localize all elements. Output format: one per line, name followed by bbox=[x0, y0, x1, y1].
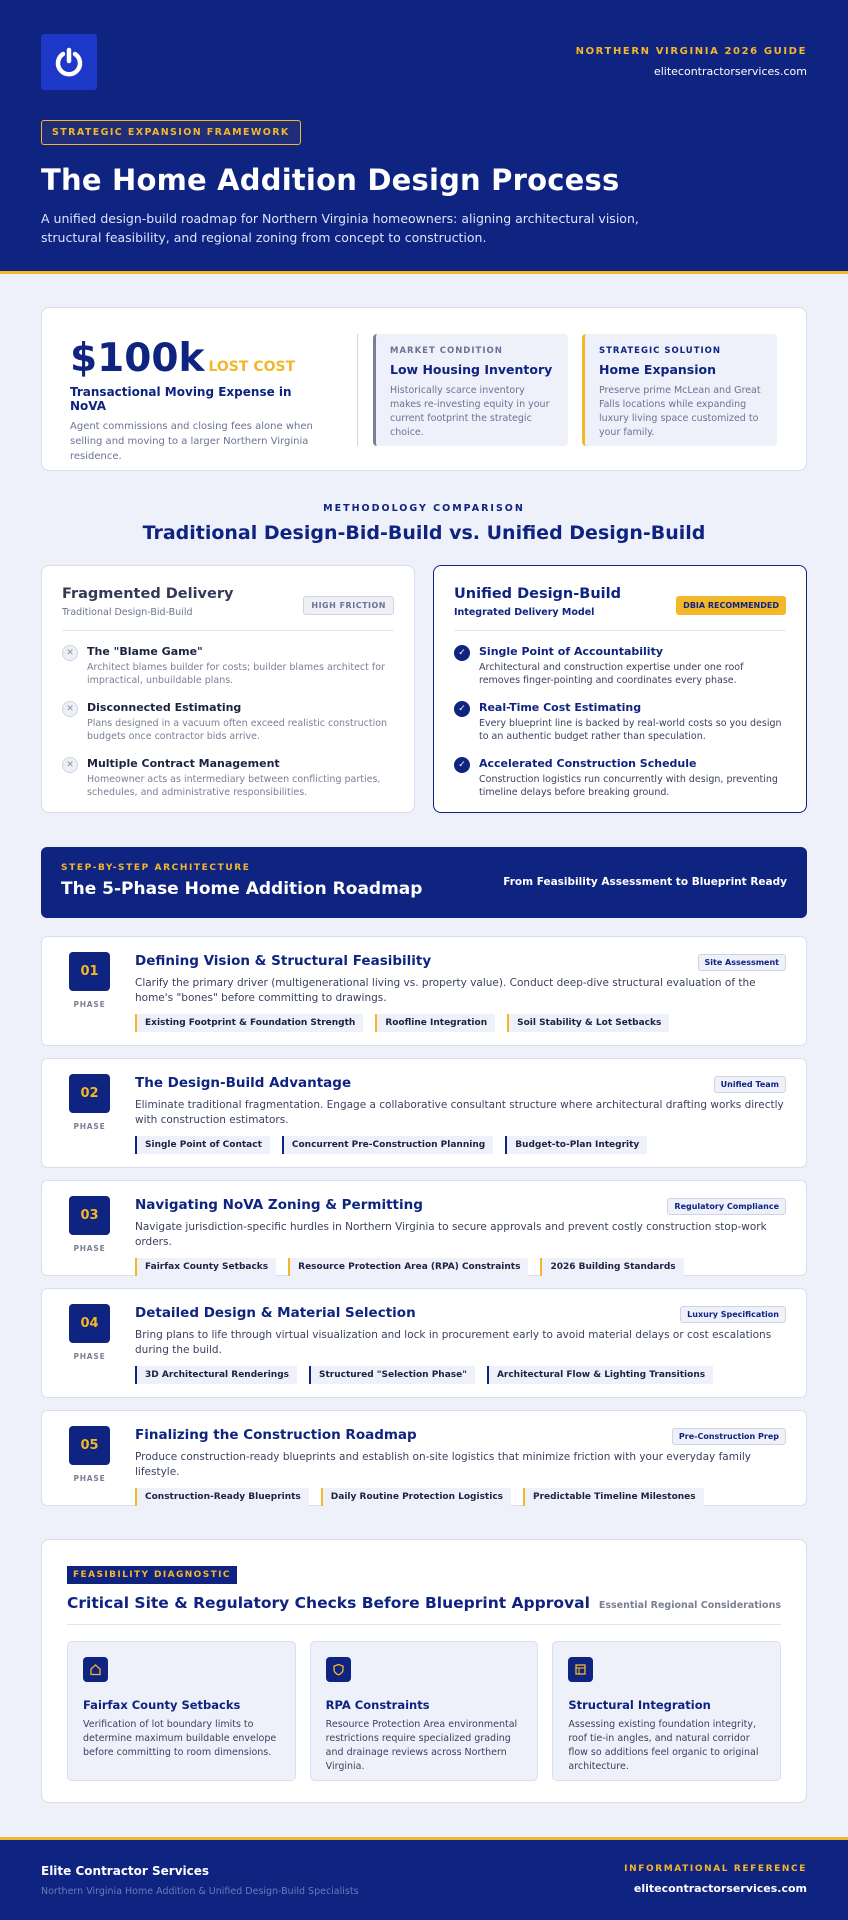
blueprint-icon bbox=[568, 1657, 593, 1682]
phase-label: PHASE bbox=[73, 1474, 106, 1483]
phase-tag: Existing Footprint & Foundation Strength bbox=[135, 1014, 363, 1032]
diagnostic-title: Critical Site & Regulatory Checks Before Blueprint Approval bbox=[67, 1594, 590, 1612]
phase-label: PHASE bbox=[73, 1352, 106, 1361]
phase-tag: Roofline Integration bbox=[375, 1014, 495, 1032]
check-icon: ✓ bbox=[454, 645, 470, 661]
unified-design-build-card bbox=[433, 565, 807, 813]
phase-body bbox=[135, 1197, 786, 1276]
item-title: Multiple Contract Management bbox=[87, 757, 280, 770]
phase-tag: 3D Architectural Renderings bbox=[135, 1366, 297, 1384]
phase-number: 05 bbox=[69, 1426, 110, 1465]
phase-badge: Site Assessment bbox=[698, 954, 786, 971]
phase-badge: Unified Team bbox=[714, 1076, 786, 1093]
footer-reference bbox=[624, 1864, 807, 1895]
diagnostic-card bbox=[67, 1641, 296, 1781]
stat-title: Transactional Moving Expense in NoVA bbox=[70, 385, 292, 413]
condition-title: Low Housing Inventory bbox=[390, 362, 553, 377]
diagnostic-card-desc: Resource Protection Area environmental restrictions require specialized grading and drainage reviews across Northern Virginia. bbox=[325, 1719, 518, 1772]
x-icon: ✕ bbox=[62, 701, 78, 717]
phase-tag: Structured "Selection Phase" bbox=[309, 1366, 475, 1384]
list-item bbox=[62, 757, 394, 799]
item-desc: Every blueprint line is backed by real-world costs so you design to an authentic budget rather than speculation. bbox=[479, 718, 782, 742]
phase-tag: Architectural Flow & Lighting Transitions bbox=[487, 1366, 713, 1384]
stat-divider bbox=[357, 334, 358, 446]
item-desc: Plans designed in a vacuum often exceed realistic construction budgets once contractor bids arrive. bbox=[87, 718, 388, 742]
methodology-title: Traditional Design-Bid-Build vs. Unified Design-Build bbox=[142, 522, 706, 544]
phase-tag: Single Point of Contact bbox=[135, 1136, 270, 1154]
stat-desc: Agent commissions and closing fees alone when selling and moving to a larger Northern Virginia residence. bbox=[70, 421, 313, 462]
phase-number: 03 bbox=[69, 1196, 110, 1235]
phase-tag: Concurrent Pre-Construction Planning bbox=[282, 1136, 493, 1154]
diagnostic-subtitle: Essential Regional Considerations bbox=[598, 1600, 781, 1611]
phase-title: Defining Vision & Structural Feasibility bbox=[135, 953, 432, 969]
footer bbox=[0, 1837, 848, 1920]
solution-tag: STRATEGIC SOLUTION bbox=[599, 346, 721, 356]
phase-title: Finalizing the Construction Roadmap bbox=[135, 1427, 417, 1443]
phase-tag: Resource Protection Area (RPA) Constraints bbox=[288, 1258, 528, 1276]
guide-tag: NORTHERN VIRGINIA 2026 GUIDE bbox=[575, 46, 807, 57]
phase-tag: Construction-Ready Blueprints bbox=[135, 1488, 309, 1506]
phase-tag: Daily Routine Protection Logistics bbox=[321, 1488, 511, 1506]
card-title: Fragmented Delivery bbox=[62, 586, 234, 602]
item-desc: Architect blames builder for costs; builder blames architect for impractical, unbuildable plans. bbox=[87, 662, 385, 686]
strategic-solution-box bbox=[582, 334, 777, 446]
phase-desc: Produce construction-ready blueprints and establish on-site logistics that minimize friction with your everyday family lifestyle. bbox=[135, 1451, 751, 1478]
phase-desc: Clarify the primary driver (multigenerational living vs. property value). Conduct deep-dive structural evaluation of the home's "bones" before committing to drawings. bbox=[135, 977, 756, 1004]
item-desc: Architectural and construction expertise under one roof removes finger-pointing and coordinates every phase. bbox=[479, 662, 744, 686]
methodology-tag: METHODOLOGY COMPARISON bbox=[323, 503, 525, 514]
list-item bbox=[454, 701, 786, 743]
phase-body bbox=[135, 1427, 786, 1506]
roadmap-banner bbox=[41, 847, 807, 918]
diagnostic-cards bbox=[67, 1641, 781, 1781]
phase-number: 04 bbox=[69, 1304, 110, 1343]
phase-tags bbox=[135, 1014, 786, 1032]
x-icon: ✕ bbox=[62, 757, 78, 773]
phase-tags bbox=[135, 1366, 786, 1384]
shield-icon bbox=[326, 1657, 351, 1682]
roadmap-subtitle: From Feasibility Assessment to Blueprint Ready bbox=[503, 876, 787, 888]
footer-tag: INFORMATIONAL REFERENCE bbox=[624, 1864, 807, 1874]
phase-title: Navigating NoVA Zoning & Permitting bbox=[135, 1197, 423, 1213]
item-title: Real-Time Cost Estimating bbox=[479, 701, 642, 714]
diagnostic-card-title: Fairfax County Setbacks bbox=[83, 1698, 241, 1712]
feasibility-diagnostic bbox=[41, 1539, 807, 1803]
phase-card-3 bbox=[41, 1180, 807, 1276]
phase-card-4 bbox=[41, 1288, 807, 1398]
card-header bbox=[454, 586, 786, 631]
dbia-recommended-badge: DBIA RECOMMENDED bbox=[676, 596, 786, 615]
phase-desc: Eliminate traditional fragmentation. Engage a collaborative consultant structure where architectural drafting works directly with construction estimators. bbox=[135, 1099, 784, 1126]
item-desc: Homeowner acts as intermediary between conflicting parties, schedules, and administrative responsibilities. bbox=[87, 774, 381, 798]
phase-body bbox=[135, 1305, 786, 1384]
stat-card bbox=[41, 307, 807, 471]
footer-brand: Elite Contractor Services bbox=[41, 1864, 210, 1878]
phase-number: 02 bbox=[69, 1074, 110, 1113]
roadmap-tag: STEP-BY-STEP ARCHITECTURE bbox=[61, 863, 251, 873]
phase-desc: Bring plans to life through virtual visualization and lock in procurement early to avoid material delays or cost escalations during the build. bbox=[135, 1329, 772, 1356]
phase-tags bbox=[135, 1258, 786, 1276]
phase-tag: 2026 Building Standards bbox=[540, 1258, 683, 1276]
footer-url[interactable]: elitecontractorservices.com bbox=[633, 1882, 807, 1895]
footer-subtitle: Northern Virginia Home Addition & Unified Design-Build Specialists bbox=[41, 1886, 359, 1897]
card-subtitle: Integrated Delivery Model bbox=[454, 607, 595, 618]
check-icon: ✓ bbox=[454, 757, 470, 773]
solution-title: Home Expansion bbox=[599, 362, 716, 377]
phase-card-2 bbox=[41, 1058, 807, 1168]
home-icon bbox=[83, 1657, 108, 1682]
list-item bbox=[62, 645, 394, 687]
condition-desc: Historically scarce inventory makes re-investing equity in your current footprint the strategic choice. bbox=[390, 385, 550, 438]
diagnostic-card bbox=[310, 1641, 539, 1781]
solution-desc: Preserve prime McLean and Great Falls locations while expanding luxury living space customized to your family. bbox=[599, 385, 761, 438]
stat-summary bbox=[70, 336, 330, 464]
guide-url[interactable]: elitecontractorservices.com bbox=[653, 65, 807, 78]
diagnostic-card-desc: Assessing existing foundation integrity, roof tie-in angles, and natural corridor flow so additions feel organic to original architecture. bbox=[568, 1719, 759, 1772]
market-condition-box bbox=[373, 334, 568, 446]
diagnostic-tag: FEASIBILITY DIAGNOSTIC bbox=[67, 1566, 237, 1584]
phase-card-1 bbox=[41, 936, 807, 1046]
card-subtitle: Traditional Design-Bid-Build bbox=[62, 607, 193, 618]
phase-title: Detailed Design & Material Selection bbox=[135, 1305, 416, 1321]
diagnostic-card bbox=[552, 1641, 781, 1781]
phase-desc: Navigate jurisdiction-specific hurdles in Northern Virginia to secure approvals and prevent costly construction stop-work orders. bbox=[135, 1221, 767, 1248]
guide-info bbox=[576, 46, 807, 78]
item-desc: Construction logistics run concurrently with design, preventing timeline delays before breaking ground. bbox=[479, 774, 778, 798]
page-title: The Home Addition Design Process bbox=[41, 163, 620, 197]
list-item bbox=[454, 757, 786, 799]
phase-badge: Luxury Specification bbox=[680, 1306, 786, 1323]
power-icon[interactable] bbox=[41, 34, 97, 90]
item-title: Disconnected Estimating bbox=[87, 701, 242, 714]
phase-label: PHASE bbox=[73, 1000, 106, 1009]
diagnostic-card-desc: Verification of lot boundary limits to determine maximum buildable envelope before committing to room dimensions. bbox=[83, 1719, 277, 1758]
condition-tag: MARKET CONDITION bbox=[390, 346, 503, 356]
phase-body bbox=[135, 1075, 786, 1154]
diagnostic-card-title: RPA Constraints bbox=[325, 1698, 430, 1712]
phase-tag: Fairfax County Setbacks bbox=[135, 1258, 276, 1276]
phase-tags bbox=[135, 1488, 786, 1506]
framework-badge: STRATEGIC EXPANSION FRAMEWORK bbox=[41, 120, 301, 145]
list-item bbox=[62, 701, 394, 743]
phase-number: 01 bbox=[69, 952, 110, 991]
x-icon: ✕ bbox=[62, 645, 78, 661]
stat-value-suffix: LOST COST bbox=[208, 359, 296, 375]
card-header bbox=[62, 586, 394, 631]
check-icon: ✓ bbox=[454, 701, 470, 717]
item-title: Single Point of Accountability bbox=[479, 645, 664, 658]
fragmented-delivery-card bbox=[41, 565, 415, 813]
phase-tag: Predictable Timeline Milestones bbox=[523, 1488, 704, 1506]
diagnostic-card-title: Structural Integration bbox=[568, 1698, 711, 1712]
phase-tag: Budget-to-Plan Integrity bbox=[505, 1136, 647, 1154]
card-title: Unified Design-Build bbox=[454, 586, 621, 602]
list-item bbox=[454, 645, 786, 687]
item-title: The "Blame Game" bbox=[87, 645, 203, 658]
hero-header bbox=[0, 0, 848, 274]
phase-body bbox=[135, 953, 786, 1032]
phase-card-5 bbox=[41, 1410, 807, 1506]
phase-label: PHASE bbox=[73, 1244, 106, 1253]
page-subtitle: A unified design-build roadmap for Northern Virginia homeowners: aligning architectural vision, structural feasibility, and regional zoning from concept to construction. bbox=[41, 211, 639, 245]
stat-value: $100k bbox=[70, 336, 205, 381]
phase-badge: Regulatory Compliance bbox=[667, 1198, 786, 1215]
phase-tag: Soil Stability & Lot Setbacks bbox=[507, 1014, 669, 1032]
phase-tags bbox=[135, 1136, 786, 1154]
item-title: Accelerated Construction Schedule bbox=[479, 757, 697, 770]
high-friction-badge: HIGH FRICTION bbox=[303, 596, 394, 615]
phase-label: PHASE bbox=[73, 1122, 106, 1131]
roadmap-title: The 5-Phase Home Addition Roadmap bbox=[61, 879, 423, 899]
phase-badge: Pre-Construction Prep bbox=[672, 1428, 786, 1445]
phase-title: The Design-Build Advantage bbox=[135, 1075, 352, 1091]
divider bbox=[67, 1624, 781, 1625]
